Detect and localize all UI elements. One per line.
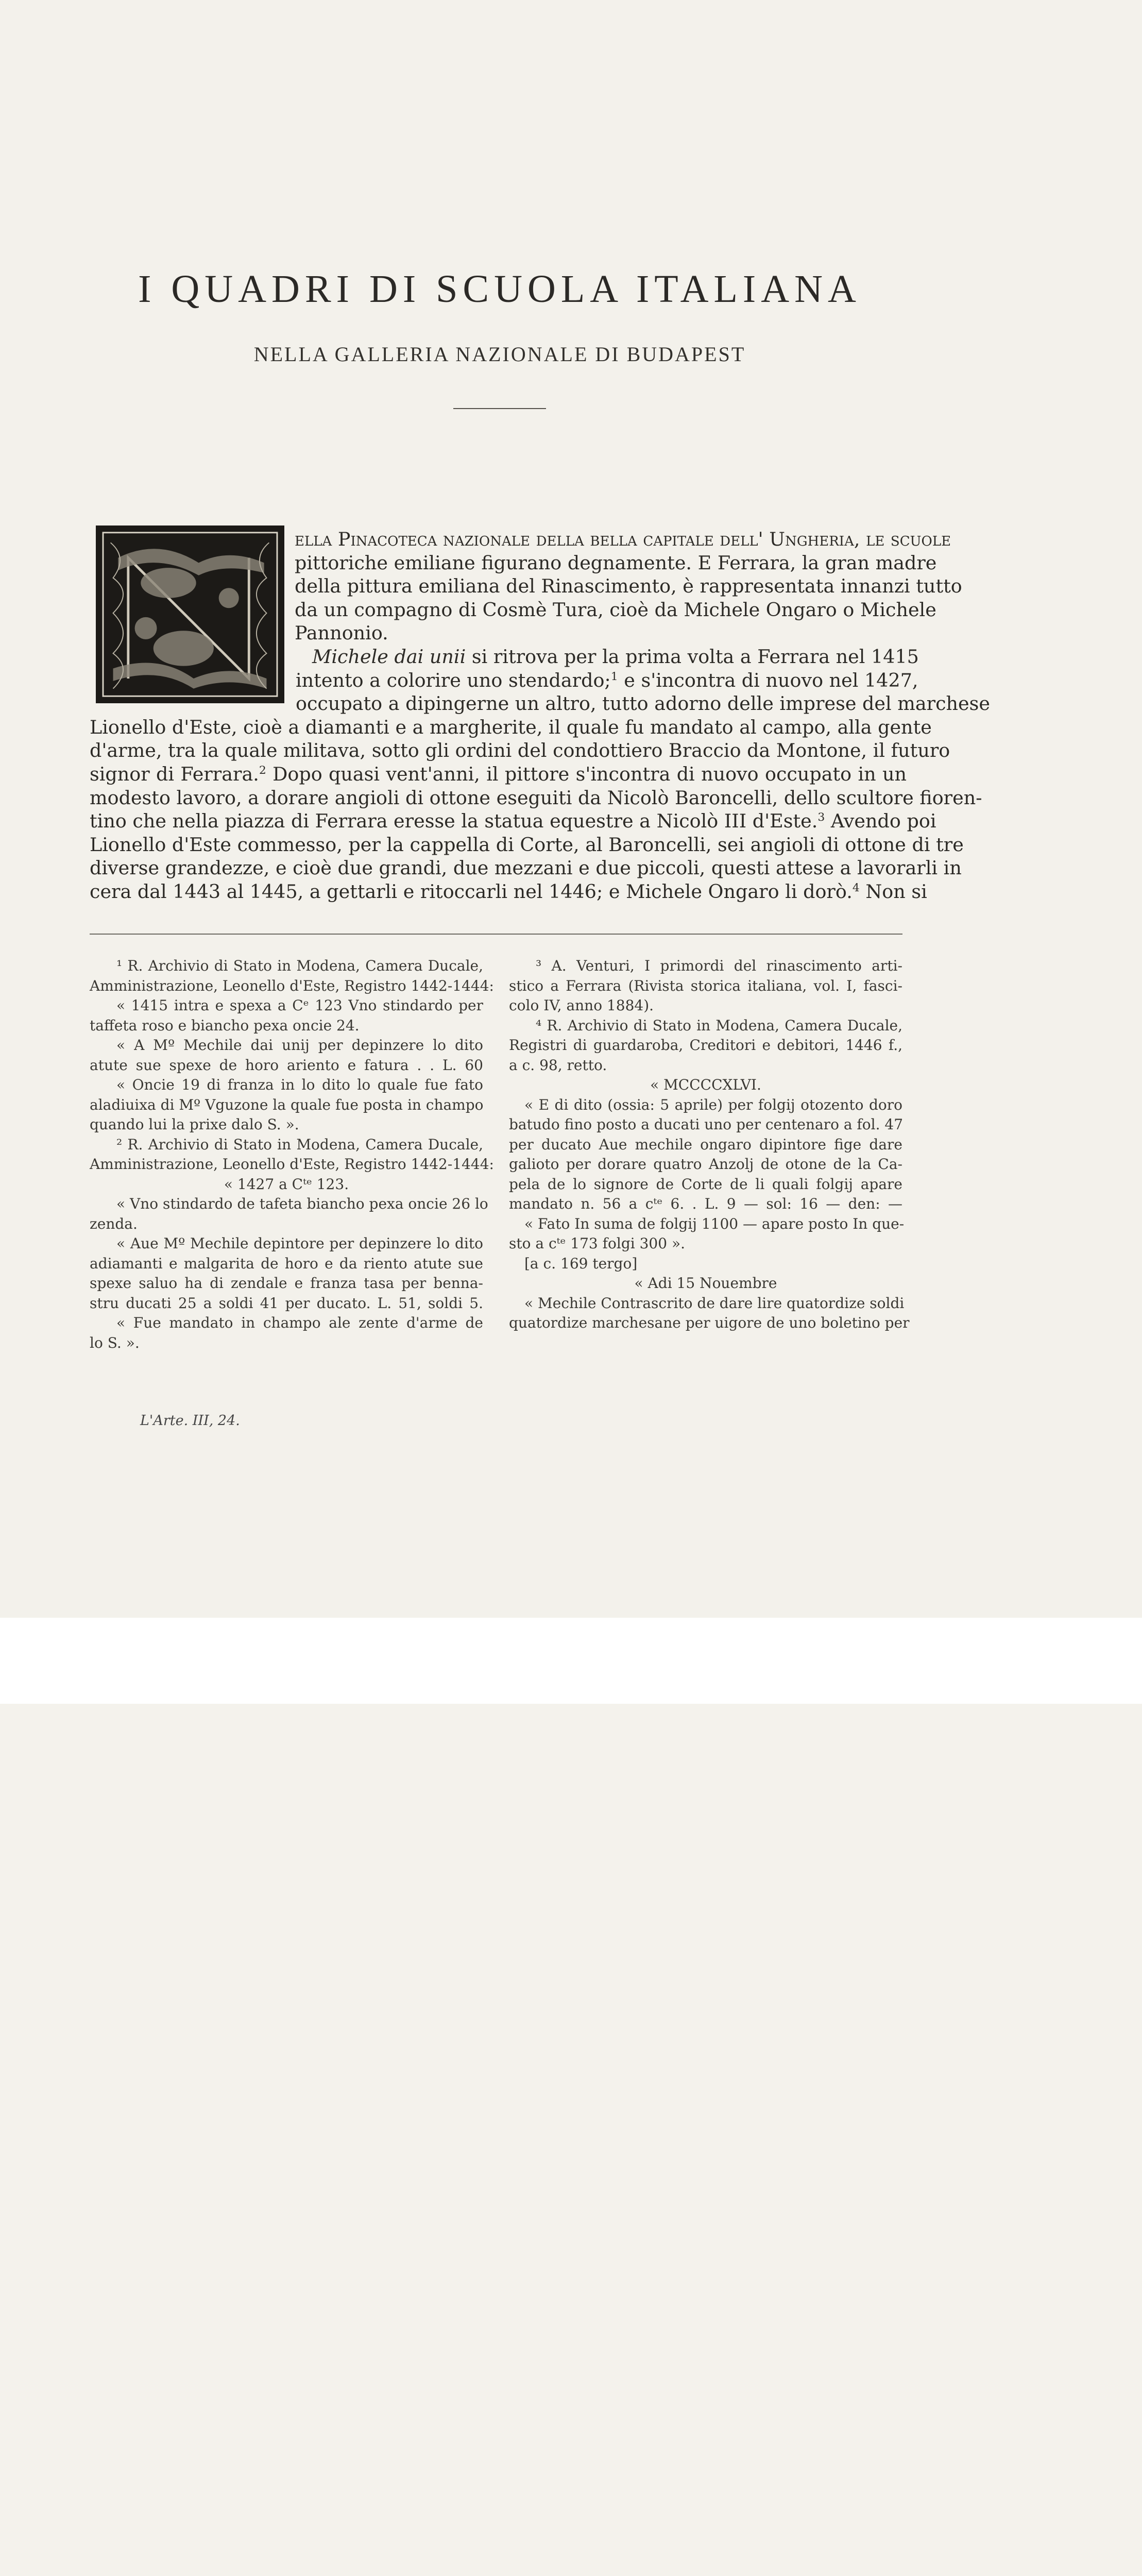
text-line: modesto lavoro, a dorare angioli di ottone eseguiti da Nicolò Baroncelli, dello scultore fioren-	[90, 786, 982, 809]
footnote-line: a c. 98, retto.	[509, 1056, 607, 1074]
footnote-line: sto a cᵗᵉ 173 folgi 300 ».	[509, 1235, 685, 1252]
article-body	[90, 528, 990, 904]
footnote-line: zenda.	[90, 1215, 138, 1232]
footnote-line: pela de lo signore de Corte de li quali folgij apare	[509, 1175, 902, 1193]
footnotes-left-column	[90, 956, 494, 1353]
footnote-line: lo S. ».	[90, 1334, 140, 1351]
footnote-line: quando lui la prixe dalo S. ».	[90, 1116, 299, 1133]
page-subtitle: NELLA GALLERIA NAZIONALE DI BUDAPEST	[253, 343, 746, 366]
footnote-line: Registri di guardaroba, Creditori e debitori, 1446 f.,	[509, 1037, 902, 1054]
digitization-footer	[0, 1618, 1142, 1704]
footnote-line: « E di dito (ossia: 5 aprile) per folgij otozento doro	[524, 1096, 902, 1113]
title-divider	[453, 408, 546, 409]
footnote-line: « Adi 15 Nouembre	[634, 1275, 777, 1292]
footnote-line: « A Mº Mechile dai unij per depinzere lo dito	[116, 1037, 483, 1054]
text-line: ella Pinacoteca nazionale della bella capitale dell' Ungheria, le scuole	[295, 528, 951, 550]
footnote-line: spexe saluo ha di zendale e franza tasa per benna-	[90, 1275, 483, 1292]
text-line: Lionello d'Este, cioè a diamanti e a margherite, il quale fu mandato al campo, alla gente	[90, 716, 932, 738]
footnote-line: colo IV, anno 1884).	[509, 997, 654, 1014]
footnote-line: stru ducati 25 a soldi 41 per ducato. L. 51, soldi 5.	[90, 1294, 483, 1312]
footnote-line: ³ A. Venturi, I primordi del rinascimento arti-	[536, 957, 902, 974]
footnotes-right-column	[509, 956, 910, 1333]
footnote-line: « 1415 intra e spexa a Cᵉ 123 Vno stindardo per	[116, 997, 483, 1014]
footnote-line: adiamanti e malgarita de horo e da riento atute sue	[90, 1255, 483, 1272]
footnote-line: per ducato Aue mechile ongaro dipintore fige dare	[509, 1136, 902, 1153]
text-line: occupato a dipingerne un altro, tutto adorno delle imprese del marchese	[296, 692, 990, 715]
footnote-line: « Oncie 19 di franza in lo dito lo quale fue fato	[116, 1076, 483, 1093]
footnote-line: « Mechile Contrascrito de dare lire quatordize soldi	[524, 1294, 905, 1312]
footnote-line: « Vno stindardo de tafeta biancho pexa oncie 26 lo	[116, 1195, 488, 1212]
text-line: pittoriche emiliane figurano degnamente. E Ferrara, la gran madre	[295, 551, 937, 574]
footnote-divider	[90, 934, 902, 935]
text-line: della pittura emiliana del Rinascimento, è rappresentata innanzi tutto	[295, 575, 962, 598]
footnote-line: quatordize marchesane per uigore de uno boletino per	[509, 1314, 910, 1331]
text-line: Lionello d'Este commesso, per la cappella di Corte, al Baroncelli, sei angioli di ottone di tre	[90, 833, 964, 856]
text-line: signor di Ferrara.$^2$ Dopo quasi vent'anni, il pittore s'incontra di nuovo occupato in un	[90, 762, 907, 785]
footnote-line: « Fue mandato in champo ale zente d'arme de	[116, 1314, 483, 1331]
text-line: Michele dai unii si ritrova per la prima volta a Ferrara nel 1415	[312, 645, 919, 668]
text-line: da un compagno di Cosmè Tura, cioè da Michele Ongaro o Michele	[295, 598, 936, 621]
footnote-line: Amministrazione, Leonello d'Este, Registro 1442-1444:	[90, 977, 494, 994]
footnote-line: « 1427 a Cᵗᵉ 123.	[224, 1175, 349, 1193]
text-line: intento a colorire uno stendardo;$^1$ e s'incontra di nuovo nel 1427,	[296, 669, 918, 691]
footnote-line: aladiuixa di Mº Vguzone la quale fue posta in champo	[90, 1096, 484, 1113]
page-title: I QUADRI DI SCUOLA ITALIANA	[138, 267, 861, 311]
footnote-line: ² R. Archivio di Stato in Modena, Camera Ducale,	[116, 1136, 483, 1153]
footnote-line: « Aue Mº Mechile depintore per depinzere lo dito	[116, 1235, 483, 1252]
footnote-line: ¹ R. Archivio di Stato in Modena, Camera Ducale,	[116, 957, 483, 974]
text-line: diverse grandezze, e cioè due grandi, due mezzani e due piccoli, questi attese a lavorarli in	[90, 857, 962, 879]
text-line: d'arme, tra la quale militava, sotto gli ordini del condottiero Braccio da Montone, il futuro	[90, 739, 950, 762]
footnote-line: galioto per dorare quatro Anzolj de otone de la Ca-	[509, 1156, 902, 1173]
footnote-line: batudo fino posto a ducati uno per centenaro a fol. 47	[509, 1116, 904, 1133]
text-line: Pannonio.	[295, 622, 388, 645]
footnote-line: ⁴ R. Archivio di Stato in Modena, Camera Ducale,	[536, 1016, 902, 1034]
footnote-line: stico a Ferrara (Rivista storica italiana, vol. I, fasci-	[509, 977, 902, 994]
footnote-line: « Fato In suma de folgij 1100 — apare posto In que-	[524, 1215, 905, 1232]
page-folio: L'Arte. III, 24.	[140, 1413, 240, 1429]
footnote-line: taffeta roso e biancho pexa oncie 24.	[90, 1016, 360, 1034]
text-line: cera dal 1443 al 1445, a gettarli e ritoccarli nel 1446; e Michele Ongaro li dorò.$^4$ Non si	[90, 880, 927, 903]
footnote-line: « MCCCCXLVI.	[650, 1076, 761, 1093]
footnote-line: mandato n. 56 a cᵗᵉ 6. . L. 9 — sol: 16 — den: —	[509, 1195, 902, 1212]
footnote-line: atute sue spexe de horo ariento e fatura . . L. 60	[90, 1056, 483, 1074]
footnote-line: Amministrazione, Leonello d'Este, Registro 1442-1444:	[90, 1156, 494, 1173]
text-line: tino che nella piazza di Ferrara eresse la statua equestre a Nicolò III d'Este.$^3$ Avendo poi	[90, 810, 936, 833]
footnote-line: [a c. 169 tergo]	[524, 1255, 638, 1272]
